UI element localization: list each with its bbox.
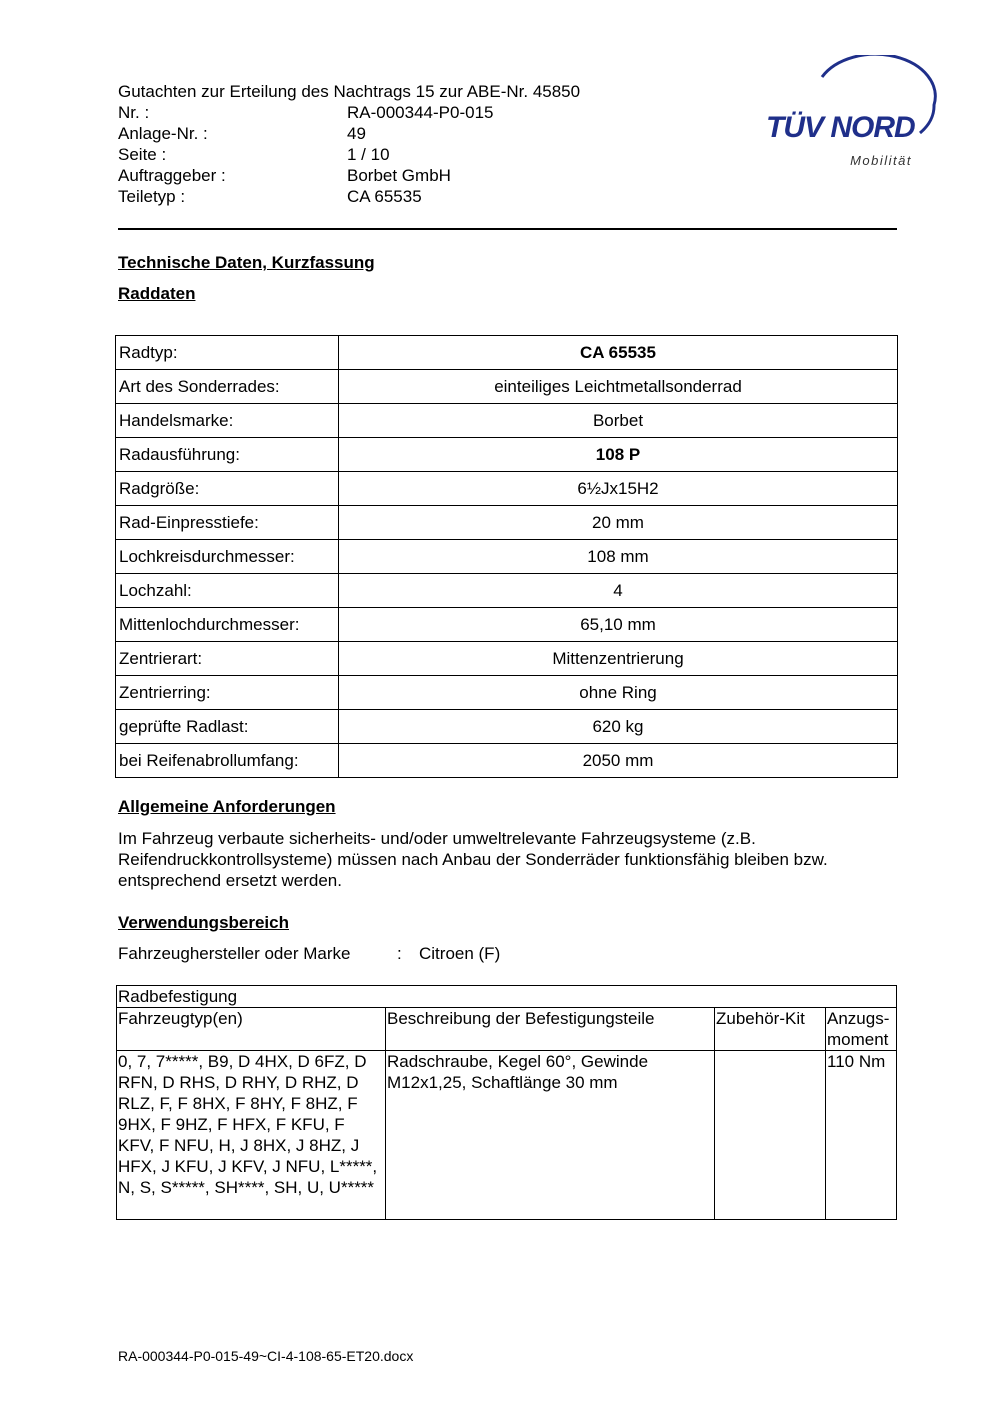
fix-caption: Radbefestigung xyxy=(117,986,897,1008)
tuv-nord-logo xyxy=(762,55,942,175)
wheel-row-value: 108 P xyxy=(339,438,898,472)
manufacturer-label: Fahrzeughersteller oder Marke xyxy=(118,944,351,963)
wheel-row-value: 6½Jx15H2 xyxy=(339,472,898,506)
wheel-table-row xyxy=(116,506,898,540)
header-label: Nr. : xyxy=(118,103,150,122)
wheel-row-label: Art des Sonderrades: xyxy=(116,370,339,404)
wheel-row-value: 4 xyxy=(339,574,898,608)
wheel-row-value: CA 65535 xyxy=(339,336,898,370)
wheel-table-row xyxy=(116,540,898,574)
manufacturer-sep: : xyxy=(397,944,402,963)
header-value: Borbet GmbH xyxy=(347,166,451,185)
wheel-row-label: geprüfte Radlast: xyxy=(116,710,339,744)
wheel-row-value: 108 mm xyxy=(339,540,898,574)
fix-kit-cell xyxy=(715,1051,826,1220)
fix-types-cell: 0, 7, 7*****, B9, D 4HX, D 6FZ, D RFN, D RHS, D RHY, D RHZ, D RLZ, F, F 8HX, F 8HY, F 8HZ, F 9HX, F 9HZ, F HFX, F KFU, F KFV, F NFU, H, J 8HX, J 8HZ, J HFX, J KFU, J KFV, J NFU, L*****, N, S, S*****, SH****, SH, U, U***** xyxy=(117,1051,386,1220)
header-label: Teiletyp : xyxy=(118,187,186,206)
wheel-table-row xyxy=(116,472,898,506)
fix-description-cell: Radschraube, Kegel 60°, Gewinde M12x1,25, Schaftlänge 30 mm xyxy=(386,1051,715,1220)
wheel-row-label: Zentrierart: xyxy=(116,642,339,676)
wheel-table-row xyxy=(116,710,898,744)
wheel-row-label: Zentrierring: xyxy=(116,676,339,710)
heading-raddaten: Raddaten xyxy=(118,284,196,303)
header-label: Auftraggeber : xyxy=(118,166,226,185)
wheel-data-table xyxy=(115,335,898,778)
wheel-row-label: Lochzahl: xyxy=(116,574,339,608)
wheel-table-row xyxy=(116,608,898,642)
wheel-table-row xyxy=(116,370,898,404)
fix-header-description: Beschreibung der Befestigungsteile xyxy=(386,1008,715,1051)
wheel-row-label: Lochkreisdurchmesser: xyxy=(116,540,339,574)
header-value: 49 xyxy=(347,124,366,143)
document-title: Gutachten zur Erteilung des Nachtrags 15 zur ABE-Nr. 45850 xyxy=(118,82,581,101)
wheel-row-value: Borbet xyxy=(339,404,898,438)
wheel-table-row xyxy=(116,676,898,710)
wheel-row-value: 2050 mm xyxy=(339,744,898,778)
wheel-row-value: Mittenzentrierung xyxy=(339,642,898,676)
wheel-row-label: Mittenlochdurchmesser: xyxy=(116,608,339,642)
header-value: 1 / 10 xyxy=(347,145,390,164)
logo-brand: TÜV NORD xyxy=(766,111,915,144)
footer-filename: RA-000344-P0-015-49~CI-4-108-65-ET20.docx xyxy=(118,1348,414,1364)
header-label: Seite : xyxy=(118,145,167,164)
general-requirements-text: Im Fahrzeug verbaute sicherheits- und/oder umweltrelevante Fahrzeugsysteme (z.B. Reifendruckkontrollsysteme) müssen nach Anbau der Sonderräder funktionsfähig bleiben bzw. entsprechend ersetzt werden. xyxy=(118,829,828,890)
wheel-table-row xyxy=(116,336,898,370)
wheel-row-label: Rad-Einpresstiefe: xyxy=(116,506,339,540)
wheel-row-label: Radtyp: xyxy=(116,336,339,370)
header-value: CA 65535 xyxy=(347,187,422,206)
wheel-table-row xyxy=(116,642,898,676)
heading-general: Allgemeine Anforderungen xyxy=(118,797,336,816)
header-label: Anlage-Nr. : xyxy=(118,124,208,143)
wheel-row-label: Radgröße: xyxy=(116,472,339,506)
wheel-row-label: bei Reifenabrollumfang: xyxy=(116,744,339,778)
fix-header-torque: Anzugs- moment xyxy=(826,1008,897,1051)
logo-sub: Mobilität xyxy=(850,153,912,168)
fix-header-types: Fahrzeugtyp(en) xyxy=(117,1008,386,1051)
wheel-row-label: Radausführung: xyxy=(116,438,339,472)
wheel-table-row xyxy=(116,744,898,778)
wheel-table-row xyxy=(116,438,898,472)
fix-header-kit: Zubehör-Kit xyxy=(715,1008,826,1051)
wheel-row-value: 620 kg xyxy=(339,710,898,744)
wheel-row-value: 20 mm xyxy=(339,506,898,540)
header-divider xyxy=(118,228,897,230)
wheel-row-value: einteiliges Leichtmetallsonderrad xyxy=(339,370,898,404)
wheel-fixing-table xyxy=(116,985,897,1220)
wheel-table-row xyxy=(116,574,898,608)
heading-usage: Verwendungsbereich xyxy=(118,913,289,932)
wheel-row-value: ohne Ring xyxy=(339,676,898,710)
fix-torque-cell: 110 Nm xyxy=(826,1051,897,1220)
header-value: RA-000344-P0-015 xyxy=(347,103,494,122)
wheel-row-label: Handelsmarke: xyxy=(116,404,339,438)
manufacturer-value: Citroen (F) xyxy=(419,944,501,963)
heading-technical: Technische Daten, Kurzfassung xyxy=(118,253,375,272)
wheel-table-row xyxy=(116,404,898,438)
wheel-row-value: 65,10 mm xyxy=(339,608,898,642)
